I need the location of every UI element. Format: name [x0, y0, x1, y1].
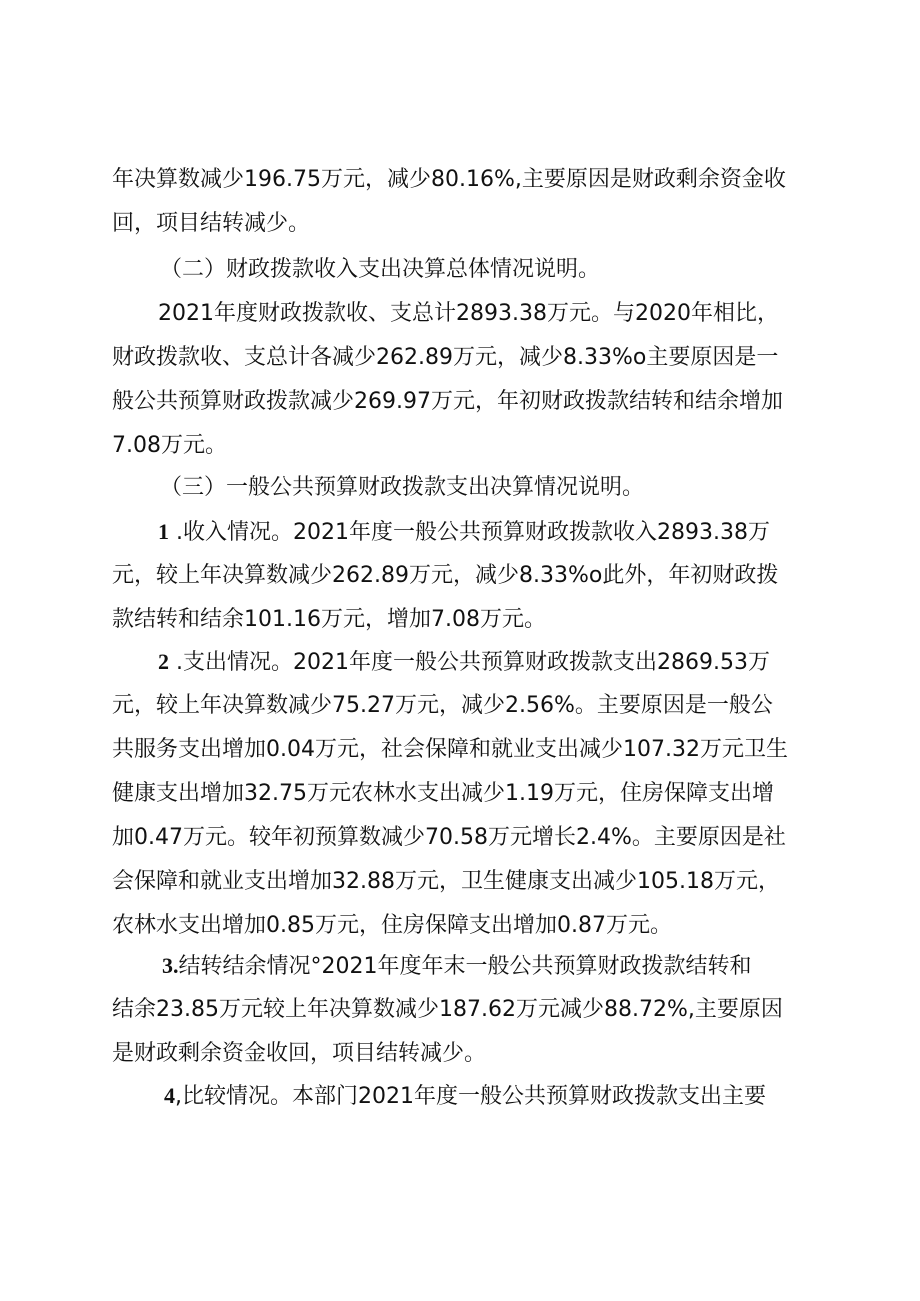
- text-line: 农林水支出增加0.85万元，住房保障支出增加0.87万元。: [112, 913, 672, 938]
- text-line: 般公共预算财政拨款减少269.97万元，年初财政拨款结转和结余增加: [112, 389, 783, 414]
- list-marker: 3.: [162, 953, 179, 978]
- paragraph-comparison: [112, 1074, 832, 1118]
- line-text: ,比较情况。本部门2021年度一般公共预算财政拨款支出主要: [175, 1084, 766, 1109]
- line-text: .支出情况。2021年度一般公共预算财政拨款支出2869.53万: [169, 650, 770, 675]
- list-marker: 2: [158, 649, 169, 674]
- heading-line: （三）一般公共预算财政拨款支出决算情况说明。: [160, 475, 645, 500]
- paragraph-expenditure: [112, 640, 832, 948]
- list-marker: 1: [158, 519, 169, 544]
- text-line: 健康支出增加32.75万元农林水支出减少1.19万元，住房保障支出增: [112, 781, 774, 806]
- line-text: .收入情况。2021年度一般公共预算财政拨款收入2893.38万: [169, 520, 770, 545]
- text-line: [112, 1074, 832, 1118]
- text-line: 加0.47万元。较年初预算数减少70.58万元增长2.4%。主要原因是社: [112, 825, 786, 850]
- section-heading-2: [160, 248, 880, 292]
- paragraph-2: [112, 292, 832, 468]
- text-line: 7.08万元。: [112, 433, 227, 458]
- text-line: 财政拨款收、支总计各减少262.89万元，减少8.33%o主要原因是一: [112, 345, 779, 370]
- paragraph-carryover: [112, 944, 832, 1076]
- text-line: 款结转和结余101.16万元，增加7.08万元。: [112, 607, 546, 632]
- text-line: 年决算数减少196.75万元，减少80.16%,主要原因是财政剩余资金收: [112, 167, 786, 192]
- text-line: 共服务支出增加0.04万元，社会保障和就业支出减少107.32万元卫生: [112, 737, 788, 762]
- text-line: [112, 510, 832, 554]
- list-marker: 4: [164, 1083, 175, 1108]
- text-line: 结余23.85万元较上年决算数减少187.62万元减少88.72%,主要原因: [112, 997, 783, 1022]
- paragraph-1: [112, 158, 832, 246]
- text-line: [112, 640, 832, 684]
- text-line: [112, 944, 832, 988]
- paragraph-income: [112, 510, 832, 642]
- text-line: 回，项目结转减少。: [112, 211, 311, 236]
- heading-line: （二）财政拨款收入支出决算总体情况说明。: [160, 257, 601, 282]
- text-line: 2021年度财政拨款收、支总计2893.38万元。与2020年相比，: [158, 301, 779, 326]
- section-heading-3: [160, 466, 880, 510]
- line-text: 结转结余情况°2021年度年末一般公共预算财政拨款结转和: [178, 954, 752, 979]
- text-line: 元，较上年决算数减少262.89万元，减少8.33%o此外，年初财政拨: [112, 563, 779, 588]
- text-line: 是财政剩余资金收回，项目结转减少。: [112, 1041, 487, 1066]
- text-line: 元，较上年决算数减少75.27万元，减少2.56%。主要原因是一般公: [112, 693, 773, 718]
- text-line: 会保障和就业支出增加32.88万元，卫生健康支出减少105.18万元，: [112, 869, 780, 894]
